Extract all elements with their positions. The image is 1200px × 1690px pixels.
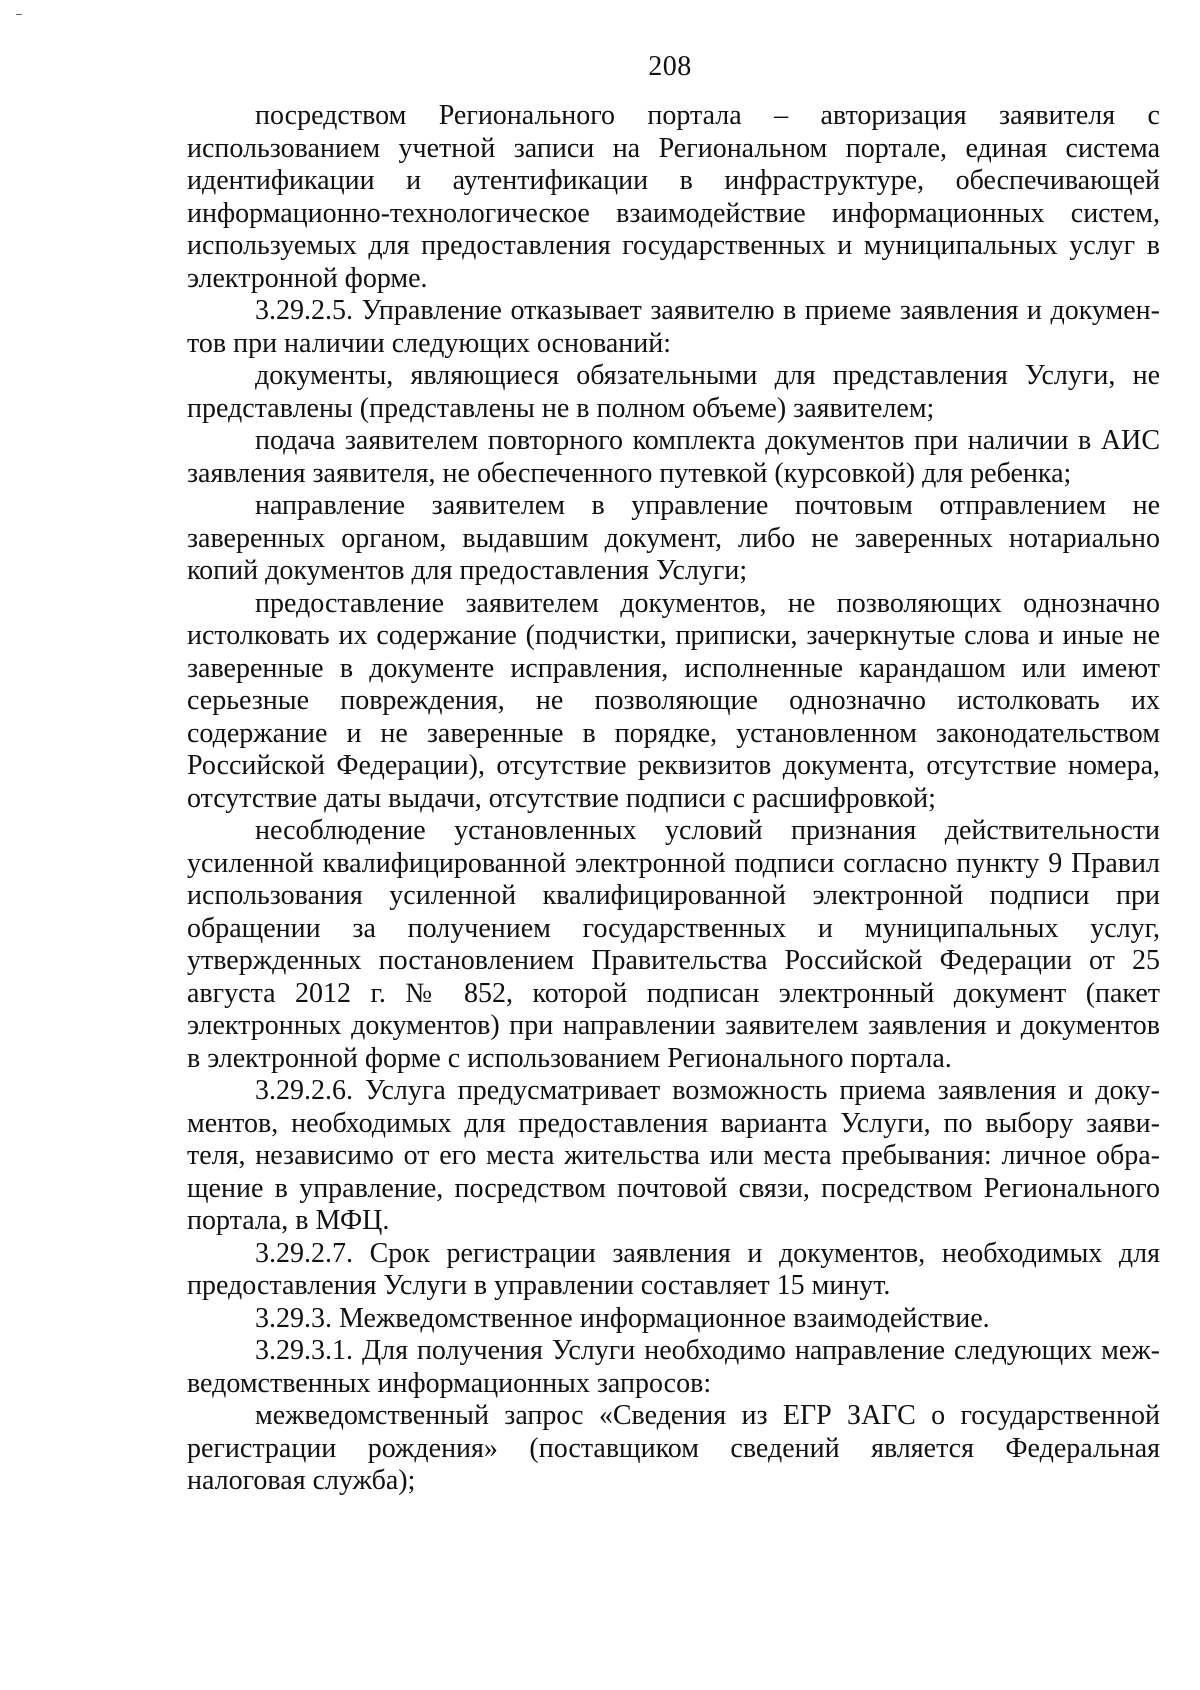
- page-number: 208: [648, 51, 692, 82]
- paragraph-mandatory-documents-missing: документы, являющиеся обязательными для представления Услуги, не представлены (представлены не в полном объеме) заявителем;: [187, 360, 1160, 424]
- paragraph-electronic-signature-validity: несоблюдение установленных условий признания действительности усиленной квалифицированной электронной подписи согласно пункту 9 Правил использования усиленной квалифицированной электронной подписи при обращении за получением государственных и муниципальных услуг, утвержденных постановлением Правительства Российской Федерации от 25 августа 2012 г. № 852, которой подписан электронный документ (пакет электронных документов) при направлении заявителем заявления и документов в электронной форме с использованием Регионального портала.: [187, 815, 1160, 1074]
- paragraph-3-29-2-5-refusal-grounds: 3.29.2.5. Управление отказывает заявителю в приеме заявления и документов при наличии следующих оснований:: [187, 295, 1160, 359]
- paragraph-ambiguous-documents: предоставление заявителем документов, не позволяющих однозначно истолковать их содержание (подчистки, приписки, зачеркнутые слова и иные не заверенные в документе исправления, исполненные карандашом или имеют серьезные повреждения, не позволяющие однозначно истолковать их содержание и не заверенные в порядке, установленном законодательством Российской Федерации), отсутствие реквизитов документа, отсутствие номера, отсутствие даты выдачи, отсутствие подписи с расшифровкой;: [187, 587, 1160, 814]
- paragraph-3-29-3-interagency-interaction: 3.29.3. Межведомственное информационное взаимодействие.: [255, 1302, 990, 1334]
- paragraph-3-29-3-1-interagency-requests: 3.29.3.1. Для получения Услуги необходимо направление следующих межведомственных информационных запросов:: [187, 1335, 1160, 1399]
- paragraph-regional-portal-authorization: посредством Регионального портала – авторизация заявителя с использованием учетной записи на Региональном портале, единая система идентификации и аутентификации в инфраструктуре, обеспечивающей информационно-технологическое взаимодействие информационных систем, используемых для предоставления государственных и муниципальных услуг в электронной форме.: [187, 100, 1160, 294]
- scan-edge-mark: [16, 14, 22, 15]
- document-body: [187, 100, 1160, 1498]
- paragraph-zags-birth-registration-request: межведомственный запрос «Сведения из ЕГР ЗАГС о государственной регистрации рождения» (поставщиком сведений является Федеральная налоговая служба);: [187, 1400, 1160, 1496]
- paragraph-uncertified-postal-copies: направление заявителем в управление почтовым отправлением не заверенных органом, выдавшим документ, либо не заверенных нотариально копий документов для предоставления Услуги;: [187, 490, 1160, 586]
- paragraph-3-29-2-6-submission-methods: 3.29.2.6. Услуга предусматривает возможность приема заявления и документов, необходимых для предоставления варианта Услуги, по выбору заявителя, независимо от его места жительства или места пребывания: личное обращение в управление, посредством почтовой связи, посредством Регионального портала, в МФЦ.: [187, 1075, 1160, 1236]
- paragraph-3-29-2-7-registration-time: 3.29.2.7. Срок регистрации заявления и документов, необходимых для предоставления Услуги в управлении составляет 15 минут.: [187, 1237, 1160, 1301]
- paragraph-repeated-document-set: подача заявителем повторного комплекта документов при наличии в АИС заявления заявителя, не обеспеченного путевкой (курсовкой) для ребенка;: [187, 425, 1160, 489]
